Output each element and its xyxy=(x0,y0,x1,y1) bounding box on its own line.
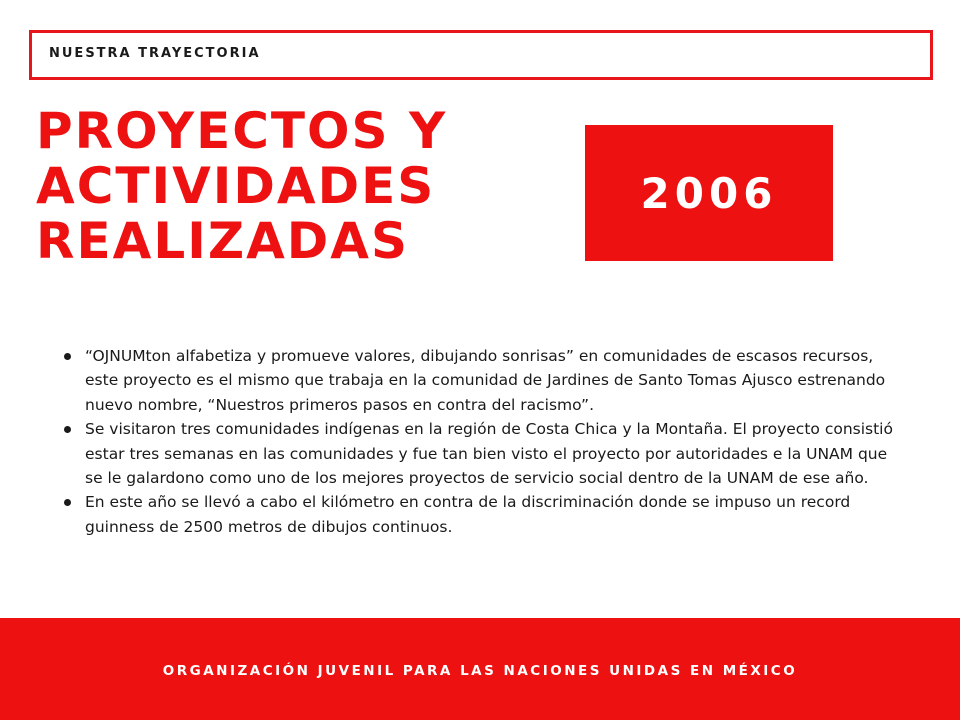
list-item xyxy=(60,417,900,490)
activities-list xyxy=(60,344,900,539)
bullet-icon xyxy=(64,499,71,506)
list-item-text: Se visitaron tres comunidades indígenas en la región de Costa Chica y la Montaña. El proyecto consistió estar tres semanas en las comunidades y fue tan bien visto el proyecto por autoridades e la UNAM que se le galardono como uno de los mejores proyectos de servicio social dentro de la UNAM de ese año. xyxy=(85,420,893,488)
list-item-text: “OJNUMton alfabetiza y promueve valores, dibujando sonrisas” en comunidades de escasos recursos, este proyecto es el mismo que trabaja en la comunidad de Jardines de Santo Tomas Ajusco estrenando nuevo nombre, “Nuestros primeros pasos en contra del racismo”. xyxy=(85,347,886,414)
page-title-line: ACTIVIDADES xyxy=(36,157,436,215)
year-label: 2006 xyxy=(640,168,778,218)
section-label: NUESTRA TRAYECTORIA xyxy=(49,46,261,61)
page-title-line: REALIZADAS xyxy=(36,212,409,270)
list-item xyxy=(60,344,900,417)
list-item xyxy=(60,490,900,539)
footer-bar xyxy=(0,618,960,720)
year-badge xyxy=(585,125,833,261)
section-label-box xyxy=(29,30,933,80)
page-title xyxy=(36,104,476,269)
footer-organization-name: ORGANIZACIÓN JUVENIL PARA LAS NACIONES UNIDAS EN MÉXICO xyxy=(162,663,798,679)
bullet-icon xyxy=(64,426,71,433)
list-item-text: En este año se llevó a cabo el kilómetro en contra de la discriminación donde se impuso un record guinness de 2500 metros de dibujos continuos. xyxy=(85,493,851,536)
bullet-icon xyxy=(64,353,71,360)
page-title-line: PROYECTOS Y xyxy=(36,102,448,160)
